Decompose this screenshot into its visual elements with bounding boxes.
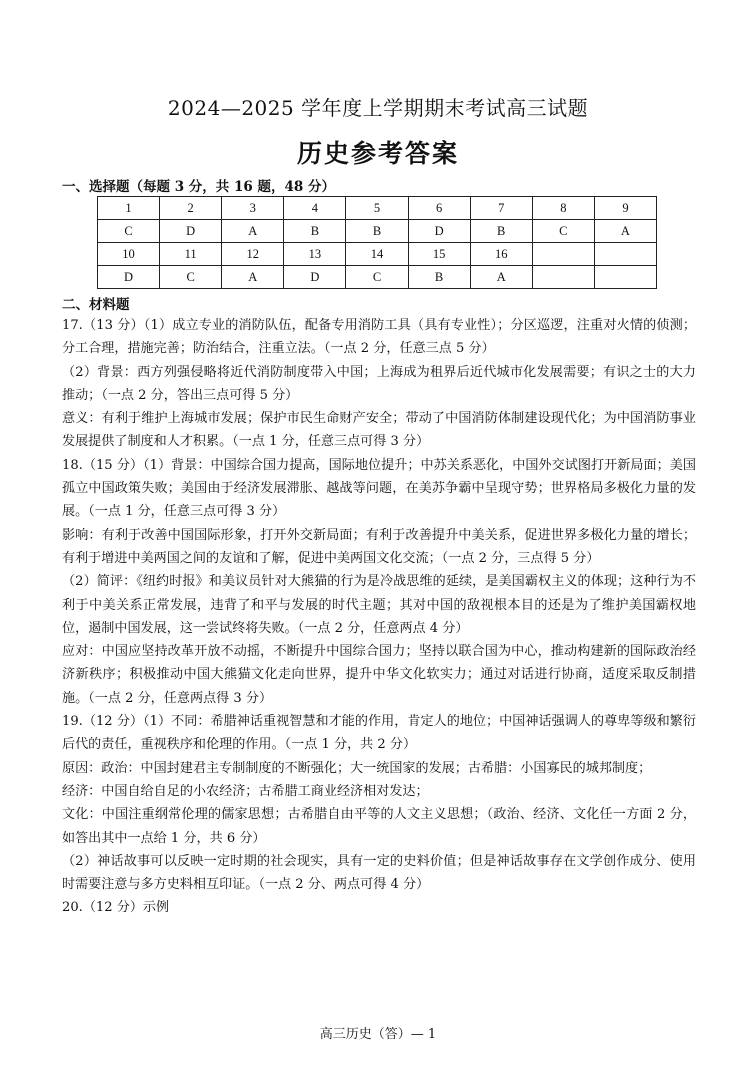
section1-heading: 一、选择题（每题 3 分，共 16 题，48 分） [62,179,335,195]
table-cell: D [284,266,346,289]
section2-heading: 二、材料题 [62,297,130,313]
table-cell: A [222,266,284,289]
table-cell: 8 [532,197,594,220]
table-cell: D [98,266,160,289]
table-cell: 11 [160,243,222,266]
table-cell: C [160,266,222,289]
q18-part1-background: 18.（15 分）（1）背景：中国综合国力提高，国际地位提升；中苏关系恶化，中国外交试图打开新局面；美国孤立中国政策失败；美国由于经济发展滞胀、越战等问题，在美苏争霸中呈现守势；世界格局多极化力量的发展。（一点 1 分，任意三点可得 3 分） [62,457,696,520]
table-cell: 12 [222,243,284,266]
table-cell: 7 [470,197,532,220]
table-cell: C [98,220,160,243]
table-cell: 15 [408,243,470,266]
table-cell: A [594,220,656,243]
q18-part2-response: 应对：中国应坚持改革开放不动摇，不断提升中国综合国力；坚持以联合国为中心，推动构建新的国际政治经济新秩序；积极推动中国大熊猫文化走向世界，提升中华文化软实力；通过对话进行协商，适度采取反制措施。（一点 2 分，任意两点得 3 分） [62,644,696,706]
table-row [98,266,657,289]
q17-part2-significance: 意义：有利于维护上海城市发展；保护市民生命财产安全；带动了中国消防体制建设现代化；为中国消防事业发展提供了制度和人才积累。（一点 1 分，任意三点可得 3 分） [62,411,696,450]
table-cell: 3 [222,197,284,220]
table-cell: 4 [284,197,346,220]
table-cell: 14 [346,243,408,266]
q19-part1-reason-economy: 经济：中国自给自足的小农经济；古希腊工商业经济相对发达； [62,783,429,799]
table-cell: 13 [284,243,346,266]
table-row [98,243,657,266]
answer-key-title: 历史参考答案 [296,139,459,168]
table-cell: 6 [408,197,470,220]
table-cell: A [222,220,284,243]
table-cell: 2 [160,197,222,220]
table-cell [532,266,594,289]
table-cell: 10 [98,243,160,266]
q18-part2-comment: （2）简评：《纽约时报》和美议员针对大熊猫的行为是冷战思维的延续，是美国霸权主义的体现；这种行为不利于中美关系正常发展，违背了和平与发展的时代主题；其对中国的敌视根本目的还是为了维护美国霸权地位，遏制中国发展，这一尝试终将失败。（一点 2 分，任意两点 4 分） [62,574,696,636]
table-cell: 5 [346,197,408,220]
exam-title: 2024—2025 学年度上学期期末考试高三试题 [167,96,589,120]
table-cell: B [408,266,470,289]
table-cell: D [160,220,222,243]
table-cell [532,243,594,266]
table-cell: A [470,266,532,289]
page-footer: 高三历史（答）— 1 [319,1027,437,1042]
q19-part1-difference: 19.（12 分）（1）不同：希腊神话重视智慧和才能的作用，肯定人的地位；中国神话强调人的尊卑等级和繁衍后代的责任，重视秩序和伦理的作用。（一点 1 分，共 2 分） [62,714,696,753]
q17-part1: 17.（13 分）（1）成立专业的消防队伍，配备专用消防工具（具有专业性）；分区巡逻，注重对火情的侦测；分工合理，措施完善；防治结合，注重立法。（一点 2 分，任意三点 5 分） [62,318,696,357]
table-cell: B [284,220,346,243]
q17-part2-background: （2）背景：西方列强侵略将近代消防制度带入中国；上海成为租界后近代城市化发展需要；有识之士的大力推动；（一点 2 分，答出三点可得 5 分） [62,364,696,403]
q19-part2: （2）神话故事可以反映一定时期的社会现实，具有一定的史料价值；但是神话故事存在文学创作成分、使用时需要注意与多方史料相互印证。（一点 2 分、两点可得 4 分） [62,853,696,893]
table-cell: B [470,220,532,243]
table-cell [594,243,656,266]
q20-heading: 20.（12 分）示例 [62,900,170,916]
answer-body [62,314,696,920]
table-cell: 9 [594,197,656,220]
table-row [98,197,657,220]
q19-part1-reason-politics: 原因：政治：中国封建君主专制制度的不断强化；大一统国家的发展；古希腊：小国寡民的城邦制度； [62,760,652,776]
table-cell [594,266,656,289]
table-cell: 1 [98,197,160,220]
q19-part1-reason-culture: 文化：中国注重纲常伦理的儒家思想；古希腊自由平等的人文主义思想；（政治、经济、文化任一方面 2 分，如答出其中一点给 1 分，共 6 分） [62,807,696,846]
table-cell: C [532,220,594,243]
answer-table [97,196,657,289]
q18-part1-impact: 影响：有利于改善中国国际形象，打开外交新局面；有利于改善提升中美关系，促进世界多极化力量的增长；有利于增进中美两国之间的友谊和了解，促进中美两国文化交流；（一点 2 分，三点得 5 分） [62,527,696,566]
table-cell: B [346,220,408,243]
table-cell: D [408,220,470,243]
table-row [98,220,657,243]
table-cell: C [346,266,408,289]
table-cell: 16 [470,243,532,266]
